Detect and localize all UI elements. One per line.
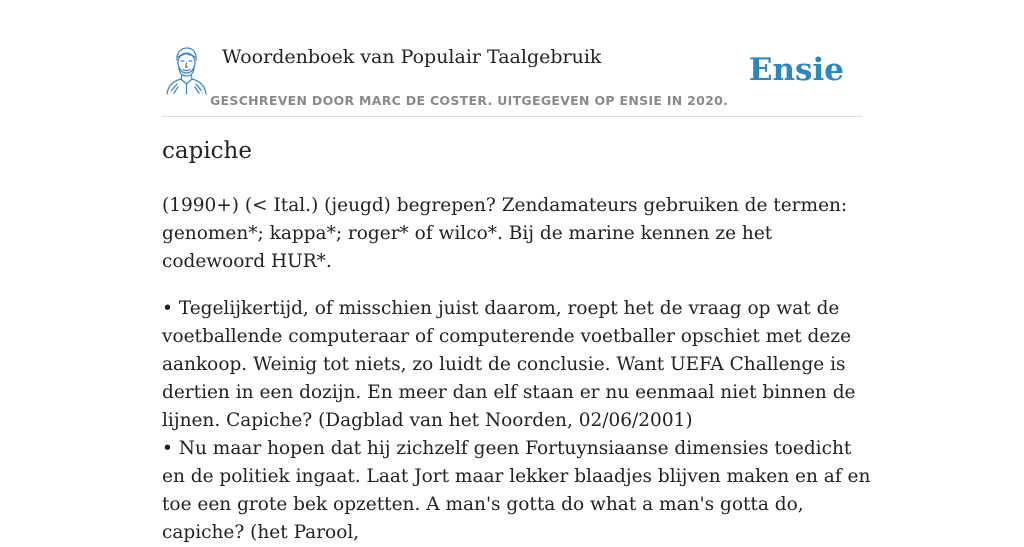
entry-title: capiche xyxy=(162,138,252,164)
book-title[interactable]: Woordenboek van Populair Taalgebruik xyxy=(222,46,602,68)
author-portrait-icon xyxy=(164,46,208,96)
page-header xyxy=(162,40,862,117)
example-quote: • Nu maar hopen dat hij zichzelf geen Fortuynsiaanse dimensies toedicht en de politiek ingaat. Laat Jort maar lekker blaadjes blijven maken en af en toe een grote bek opzetten. A man's gotta do what a man's gotta do, capiche? (het Parool, xyxy=(162,438,871,543)
example-quote: • Tegelijkertijd, of misschien juist daarom, roept het de vraag op wat de voetballende computeraar of computerende voetballer opschiet met deze aankoop. Weinig tot niets, zo luidt de conclusie. Want UEFA Challenge is dertien in een dozijn. En meer dan elf staan er nu eenmaal niet binnen de lijnen. Capiche? (Dagblad van het Noorden, 02/06/2001) xyxy=(162,298,856,431)
author-byline: GESCHREVEN DOOR MARC DE COSTER. UITGEGEVEN OP ENSIE IN 2020. xyxy=(210,93,729,108)
entry-content xyxy=(162,192,872,547)
entry-definition: (1990+) (< Ital.) (jeugd) begrepen? Zendamateurs gebruiken de termen: genomen*; kappa*; roger* of wilco*. Bij de marine kennen ze het codewoord HUR*. xyxy=(162,195,848,272)
ensie-logo-link[interactable]: Ensie xyxy=(748,52,844,88)
